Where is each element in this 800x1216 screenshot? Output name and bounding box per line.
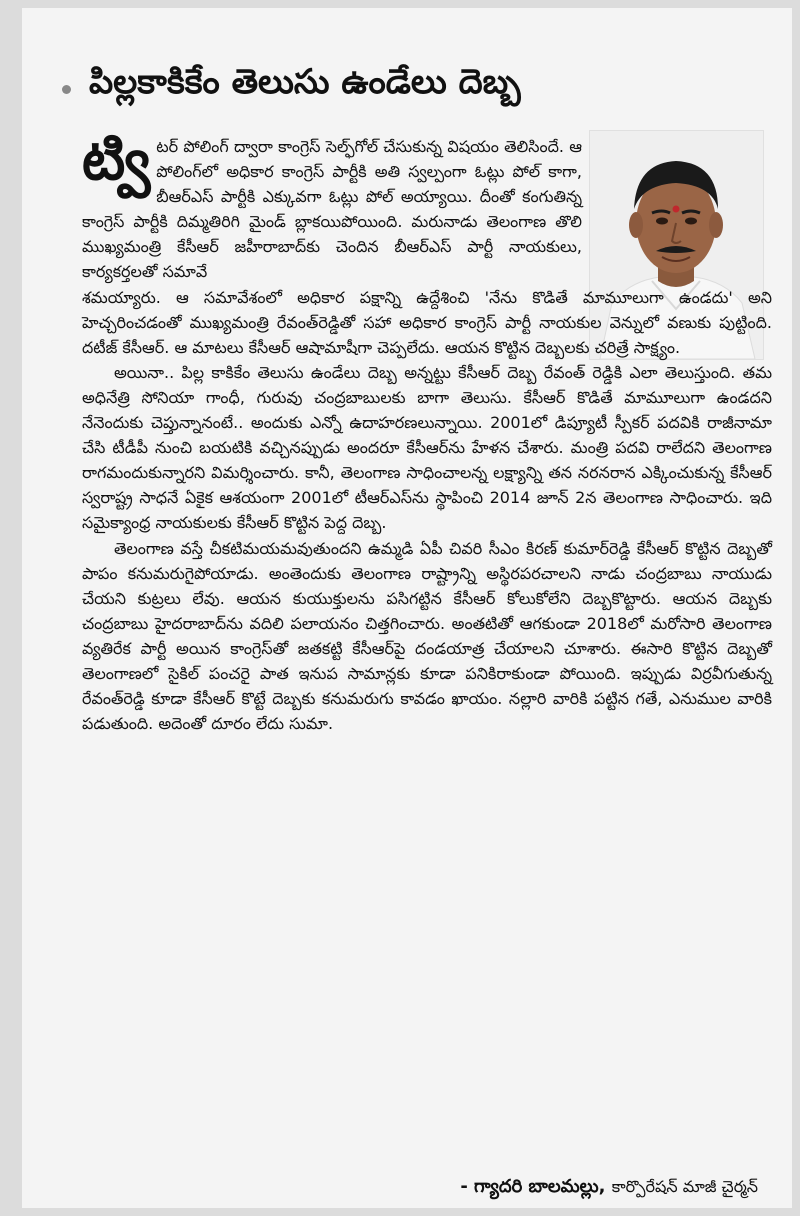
author-signature <box>460 1176 758 1201</box>
headline-text: పిల్లకాకికేం తెలుసు ఉండేలు దెబ్బ <box>89 62 521 102</box>
paragraph-2: అయినా.. పిల్ల కాకికేం తెలుసు ఉండేలు దెబ్బ అన్నట్టు కేసీఆర్ దెబ్బ రేవంత్ రెడ్డికి ఎలా తెలుస్తుంది. తమ అధినేత్రి సోనియా గాంధీ, గురువు చంద్రబాబులకు బాగా తెలుసు. కేసీఆర్ కొడితే మామూలుగా ఉండదని నేనెందుకు చెప్తున్నానంటే.. అందుకు ఎన్నో ఉదాహరణలున్నాయి. 2001లో డిప్యూటీ స్పీకర్ పదవికి రాజీనామా చేసి టీడీపీ నుంచి బయటికి వచ్చినప్పుడు అందరూ కేసీఆర్‌ను హేళన చేశారు. మంత్రి పదవి రాలేదని తెలంగాణ రాగమందుకున్నారని విమర్శించారు. కానీ, తెలంగాణ సాధించాలన్న లక్ష్యాన్ని తన నరనరాన ఎక్కించుకున్న కేసీఆర్ స్వరాష్ట్ర సాధనే ఏకైక ఆశయంగా 2001లో టీఆర్ఎస్‌ను స్థాపించి 2014 జూన్ 2న తెలంగాణ సాధించారు. ఇది సమైక్యాంధ్ర నాయకులకు కేసీఆర్ కొట్టిన పెద్ద దెబ్బ. <box>82 362 772 533</box>
paragraph-3: తెలంగాణ వస్తే చీకటిమయమవుతుందని ఉమ్మడి ఏపీ చివరి సీఎం కిరణ్ కుమార్‌రెడ్డి కేసీఆర్ కొట్టిన దెబ్బతో పాపం కనుమరుగైపోయాడు. అంతెందుకు తెలంగాణ రాష్ట్రాన్ని అస్థిరపరచాలని నాడు చంద్రబాబు నాయుడు చేయని కుట్రలు లేవు. ఆయన కుయుక్తులను పసిగట్టిన కేసీఆర్ కోలుకోలేని దెబ్బకొట్టారు. ఆయన దెబ్బకు చంద్రబాబు హైదరాబాద్‌ను వదిలి పలాయనం చిత్తగించారు. అంతటితో ఆగకుండా 2018లో మరోసారి తెలంగాణ వ్యతిరేక పార్టీ అయిన కాంగ్రెస్‌తో జతకట్టి కేసీఆర్‌పై దండయాత్ర చేయాలని చూశారు. ఈసారి కొట్టిన దెబ్బతో తెలంగాణలో సైకిల్ పంచరై పాత ఇనుప సామాన్లకు కూడా పనికిరాకుండా పోయింది. ఇప్పుడు విర్రవీగుతున్న రేవంత్‌రెడ్డి కూడా కేసీఆర్ కొట్టే దెబ్బకు కనుమరుగు కావడం ఖాయం. నల్లారి వారికి పట్టిన గతే, ఎనుముల వారికి పడుతుంది. అదెంతో దూరం లేదు సుమా. <box>82 538 772 734</box>
bullet-icon <box>62 85 71 94</box>
author-title: కార్పొరేషన్ మాజీ చైర్మన్ <box>611 1177 758 1196</box>
newspaper-clipping <box>22 8 792 1208</box>
paragraph-1-part-1: టర్ పోలింగ్ ద్వారా కాంగ్రెస్ సెల్ఫ్‌గోల్ చేసుకున్న విషయం తెలిసిందే. ఆ పోలింగ్‌లో అధికార కాంగ్రెస్ పార్టీకి అతి స్వల్పంగా ఓట్లు పోల్ కాగా, బీఆర్ఎస్ పార్టీకి ఎక్కువగా ఓట్లు పోల్ అయ్యాయి. దీంతో కంగుతిన్న కాంగ్రెస్ పార్టీకి దిమ్మతిరిగి మైండ్ బ్లాకయిపోయింది. మరునాడు తెలంగాణ తొలి ముఖ్యమంత్రి కేసీఆర్ జహీరాబాద్‌కు చెందిన బీఆర్ఎస్ పార్టీ నాయకులు, కార్యకర్తలతో సమావే <box>82 137 582 282</box>
paragraph-1-part-2: శమయ్యారు. ఆ సమావేశంలో అధికార పక్షాన్ని ఉద్దేశించి 'నేను కొడితే మామూలుగా ఉండదు' అని హెచ్చరించడంతో ముఖ్యమంత్రి రేవంత్‌రెడ్డితో సహా అధికార కాంగ్రెస్ పార్టీ నాయకుల వెన్నులో వణుకు పుట్టింది. దటీజ్ కేసీఆర్. ఆ మాటలు కేసీఆర్ ఆషామాషీగా చెప్పలేదు. ఆయన కొట్టిన దెబ్బలకు చరిత్రే సాక్ష్యం. <box>82 287 772 357</box>
article-body <box>82 128 772 736</box>
author-name: - గ్యాదరి బాలమల్లు, <box>460 1176 606 1197</box>
drop-cap: ట్వి <box>82 128 151 193</box>
headline <box>62 54 782 118</box>
